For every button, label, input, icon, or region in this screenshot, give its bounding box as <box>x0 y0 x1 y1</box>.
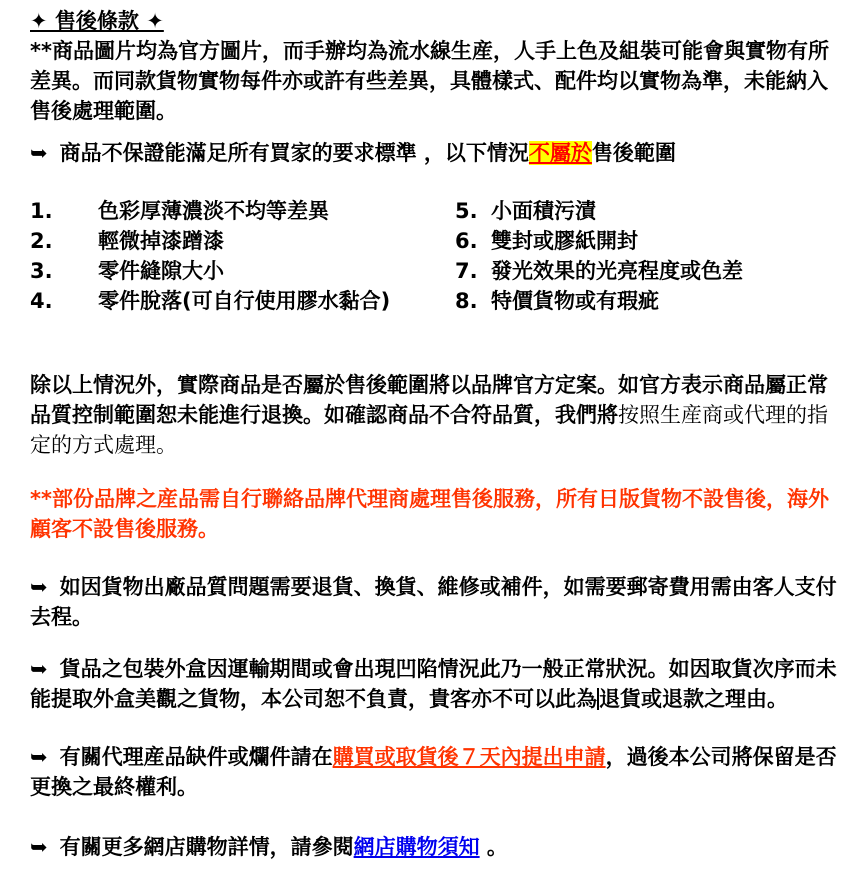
list-item-text: 發光效果的光亮程度或色差 <box>491 259 743 283</box>
page-title <box>30 6 848 36</box>
arrow-icon: ➥ <box>30 657 48 681</box>
defects-text-after: ，過後本公司將保留是否更換之最終權利。 <box>30 745 837 799</box>
more-info-text-after: 。 <box>479 835 508 859</box>
decision-text-bold: 除以上情況外，實際商品是否屬於售後範圍將以品牌官方定案。如官方表示商品屬正常品質控制範圍恕未能進行退換。如確認商品不合符品質，我們將 <box>30 373 828 427</box>
list-item <box>455 256 848 286</box>
packaging-text-after: 退貨或退款之理由。 <box>599 687 788 711</box>
guarantee-text-after: 售後範圍 <box>591 141 676 165</box>
list-item-text: 小面積污漬 <box>491 199 596 223</box>
defects-text-before: 有關代理産品缺件或爛件請在 <box>59 745 333 769</box>
list-item-number: 1. <box>30 199 53 223</box>
defects-deadline-link[interactable]: 購買或取貨後７天內提出申請 <box>332 745 606 769</box>
list-row <box>30 286 848 316</box>
guarantee-highlight: 不屬於 <box>528 141 592 165</box>
brand-notice-paragraph: **部份品牌之産品需自行聯絡品牌代理商處理售後服務，所有日版貨物不設售後，海外顧客不設售後服務。 <box>30 487 829 541</box>
shopping-guide-link[interactable]: 網店購物須知 <box>353 835 480 859</box>
more-info-text-before: 有關更多網店購物詳情，請參閱 <box>59 835 354 859</box>
arrow-icon: ➥ <box>30 575 48 599</box>
returns-line <box>30 572 848 632</box>
list-item-number: 6. <box>455 229 478 253</box>
returns-text: 如因貨物出廠品質問題需要退貨、換貨、維修或補件，如需要郵寄費用需由客人支付去程。 <box>30 575 837 629</box>
list-item <box>30 226 455 256</box>
list-item-text: 零件脫落(可自行使用膠水黏合) <box>98 289 391 313</box>
list-item <box>455 226 848 256</box>
list-item-number: 7. <box>455 259 478 283</box>
page-title-text: ✦ 售後條款 ✦ <box>30 9 164 33</box>
guarantee-text-before: 商品不保證能滿足所有買家的要求標準 ，以下情況 <box>59 141 529 165</box>
exclusion-list <box>30 196 848 316</box>
packaging-paragraph <box>30 654 848 714</box>
list-item <box>30 196 455 226</box>
list-item-text: 雙封或膠紙開封 <box>491 229 638 253</box>
guarantee-line <box>30 138 848 168</box>
list-item-number: 3. <box>30 259 53 283</box>
list-item-number: 4. <box>30 289 53 313</box>
list-item-number: 5. <box>455 199 478 223</box>
list-row <box>30 196 848 226</box>
more-info-line <box>30 832 848 862</box>
list-item-text: 特價貨物或有瑕疵 <box>491 289 659 313</box>
decision-paragraph <box>30 370 848 460</box>
intro-paragraph: **商品圖片均為官方圖片，而手辦均為流水線生産，人手上色及組裝可能會與實物有所差異。而同款貨物實物每件亦或許有些差異，具體樣式、配件均以實物為準，未能納入售後處理範圍。 <box>30 39 829 123</box>
list-item-text: 色彩厚薄濃淡不均等差異 <box>98 199 329 223</box>
defects-paragraph <box>30 742 848 802</box>
list-item-text: 輕微掉漆蹭漆 <box>98 229 224 253</box>
list-row <box>30 226 848 256</box>
list-item-text: 零件縫隙大小 <box>98 259 224 283</box>
arrow-icon: ➥ <box>30 745 48 769</box>
arrow-icon: ➥ <box>30 835 48 859</box>
list-item <box>455 196 848 226</box>
list-item-number: 8. <box>455 289 478 313</box>
list-row <box>30 256 848 286</box>
decision-text-normal: 按照生産商或代理的指定的方式處理。 <box>30 403 828 457</box>
arrow-icon: ➥ <box>30 141 48 165</box>
list-item-number: 2. <box>30 229 53 253</box>
list-item <box>30 286 455 316</box>
list-item <box>30 256 455 286</box>
list-item <box>455 286 848 316</box>
packaging-text-before: 貨品之包裝外盒因運輸期間或會出現凹陷情況此乃一般正常狀況。如因取貨次序而未能提取外盒美觀之貨物，本公司恕不負責，貴客亦不可以此為 <box>30 657 837 711</box>
